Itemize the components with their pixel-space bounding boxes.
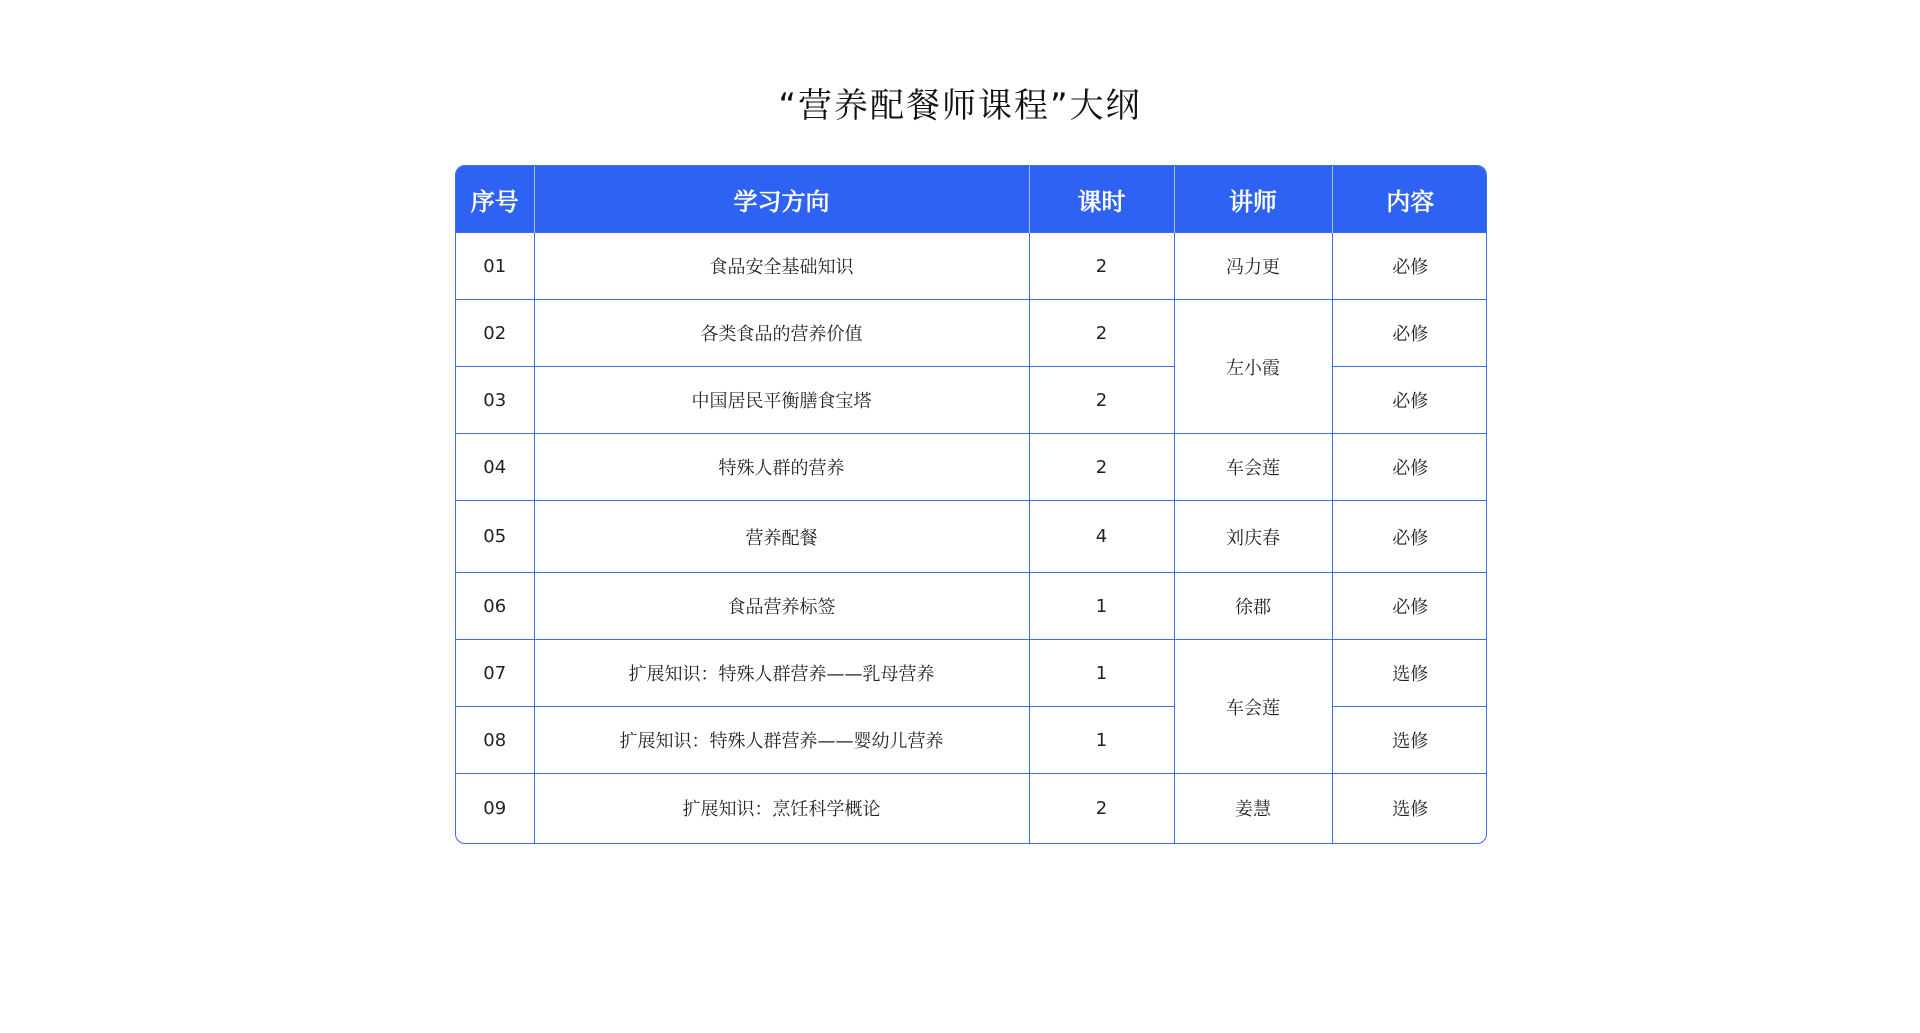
cell-no: 08	[456, 707, 534, 774]
cell-hours: 1	[1029, 640, 1174, 707]
cell-hours: 2	[1029, 233, 1174, 300]
header-direction: 学习方向	[534, 166, 1029, 233]
cell-type: 必修	[1332, 501, 1487, 573]
cell-type: 必修	[1332, 300, 1487, 367]
cell-lecturer: 左小霞	[1174, 300, 1332, 434]
header-type: 内容	[1332, 166, 1487, 233]
table-row	[456, 434, 1487, 501]
syllabus-table-container	[455, 165, 1487, 844]
cell-direction: 扩展知识：烹饪科学概论	[534, 774, 1029, 843]
table-row	[456, 707, 1487, 774]
cell-direction: 扩展知识：特殊人群营养——婴幼儿营养	[534, 707, 1029, 774]
cell-no: 09	[456, 774, 534, 843]
cell-type: 选修	[1332, 640, 1487, 707]
cell-no: 05	[456, 501, 534, 573]
table-row	[456, 367, 1487, 434]
cell-direction: 各类食品的营养价值	[534, 300, 1029, 367]
cell-no: 04	[456, 434, 534, 501]
cell-hours: 1	[1029, 707, 1174, 774]
cell-type: 选修	[1332, 774, 1487, 843]
header-lecturer: 讲师	[1174, 166, 1332, 233]
cell-type: 必修	[1332, 367, 1487, 434]
table-header-row	[456, 166, 1487, 233]
cell-no: 02	[456, 300, 534, 367]
cell-lecturer: 车会莲	[1174, 640, 1332, 774]
cell-lecturer: 冯力更	[1174, 233, 1332, 300]
header-hours: 课时	[1029, 166, 1174, 233]
table-row	[456, 640, 1487, 707]
cell-hours: 2	[1029, 300, 1174, 367]
cell-direction: 营养配餐	[534, 501, 1029, 573]
cell-type: 必修	[1332, 434, 1487, 501]
cell-hours: 2	[1029, 367, 1174, 434]
cell-hours: 1	[1029, 573, 1174, 640]
table-row	[456, 300, 1487, 367]
table-row	[456, 233, 1487, 300]
page-title: “营养配餐师课程”大纲	[778, 86, 1142, 126]
cell-direction: 食品营养标签	[534, 573, 1029, 640]
cell-direction: 食品安全基础知识	[534, 233, 1029, 300]
cell-no: 07	[456, 640, 534, 707]
cell-type: 必修	[1332, 573, 1487, 640]
cell-type: 选修	[1332, 707, 1487, 774]
cell-hours: 2	[1029, 774, 1174, 843]
header-no: 序号	[456, 166, 534, 233]
cell-hours: 2	[1029, 434, 1174, 501]
cell-direction: 特殊人群的营养	[534, 434, 1029, 501]
cell-no: 06	[456, 573, 534, 640]
cell-no: 01	[456, 233, 534, 300]
cell-hours: 4	[1029, 501, 1174, 573]
cell-direction: 扩展知识：特殊人群营养——乳母营养	[534, 640, 1029, 707]
table-row	[456, 501, 1487, 573]
cell-lecturer: 刘庆春	[1174, 501, 1332, 573]
syllabus-table	[456, 166, 1487, 843]
cell-lecturer: 徐郡	[1174, 573, 1332, 640]
cell-direction: 中国居民平衡膳食宝塔	[534, 367, 1029, 434]
cell-no: 03	[456, 367, 534, 434]
table-row	[456, 774, 1487, 843]
cell-lecturer: 姜慧	[1174, 774, 1332, 843]
cell-lecturer: 车会莲	[1174, 434, 1332, 501]
cell-type: 必修	[1332, 233, 1487, 300]
table-row	[456, 573, 1487, 640]
